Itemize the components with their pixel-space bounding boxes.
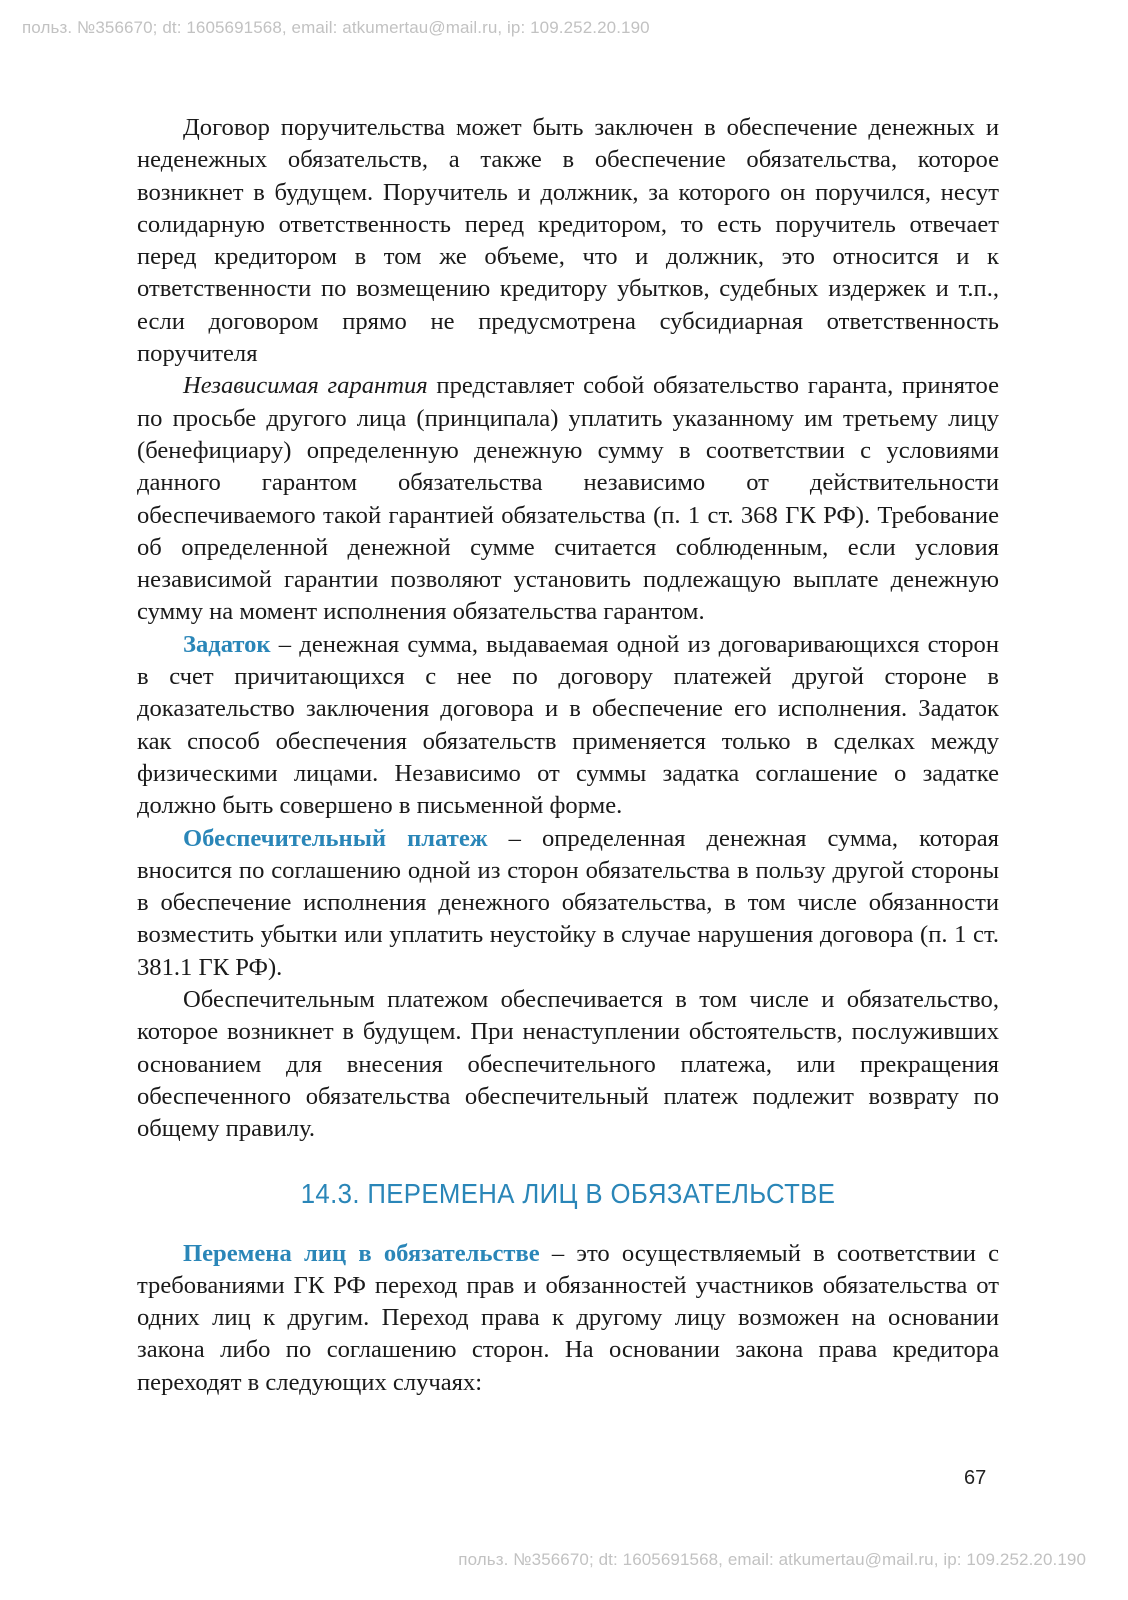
watermark-bottom: польз. №356670; dt: 1605691568, email: atkumertau@mail.ru, ip: 109.252.20.190 [458,1550,1086,1569]
paragraph-surety: Договор поручительства может быть заключен в обеспечение денежных и неденежных обязательств, а также в обеспечение обязательства, которое возникнет в будущем. Поручитель и должник, за которого он поручился, несут солидарную ответственность перед кредитором, то есть поручитель отвечает перед кредитором в том же объеме, что и должник, это относится и к ответственности по возмещению кредитору убытков, судебных издержек и т.п., если договором прямо не предусмотрена субсидиарная ответственность поручителя [137,114,999,368]
term-security-payment: Обеспечительный платеж [183,824,488,852]
page-body [137,112,999,1399]
paragraph-text: – денежная сумма, выдаваемая одной из договаривающихся сторон в счет причитающихся с нее по договору платежей другой стороне в доказательство заключения договора и в обеспечение его исполнения. Задаток как способ обеспечения обязательств применяется только в сделках между физическими лицами. Независимо от суммы задатка соглашение о задатке должно быть совершено в письменной форме. [137,630,999,820]
paragraph-deposit [137,629,999,823]
paragraph-security-payment [137,823,999,984]
paragraph-text: представляет собой обязательство гаранта, принятое по просьбе другого лица (принципала) уплатить указанному им третьему лицу (бенефициару) определенную денежную сумму в соответствии с условиями данного гарантом обязательства независимо от действительности обеспечиваемого такой гарантией обязательства (п. 1 ст. 368 ГК РФ). Требование об определенной денежной сумме считается соблюденным, если условия независимой гарантии позволяют установить подлежащую выплате денежную сумму на момент исполнения обязательства гарантом. [137,372,999,626]
paragraph-change-of-persons [137,1238,999,1399]
paragraph-independent-guarantee [137,370,999,628]
page-number: 67 [964,1467,987,1489]
section-heading: 14.3. ПЕРЕМЕНА ЛИЦ В ОБЯЗАТЕЛЬСТВЕ [300,1177,836,1209]
watermark-top: польз. №356670; dt: 1605691568, email: atkumertau@mail.ru, ip: 109.252.20.190 [22,18,650,37]
paragraph-text: – определенная денежная сумма, которая вносится по соглашению одной из сторон обязательства в пользу другой стороны в обеспечение исполнения денежного обязательства, в том числе обязанности возместить убытки или уплатить неустойку в случае нарушения договора (п. 1 ст. 381.1 ГК РФ). [137,824,999,981]
term-deposit: Задаток [183,630,271,658]
paragraph-text: – это осуществляемый в соответствии с требованиями ГК РФ переход прав и обязанностей участников обязательства от одних лиц к другим. Переход права к другому лицу возможен на основании закона либо по соглашению сторон. На основании закона права кредитора переходят в следующих случаях: [137,1239,999,1396]
term-independent-guarantee: Независимая гарантия [183,372,428,400]
paragraph-security-payment-continued: Обеспечительным платежом обеспечивается в том числе и обязательство, которое возникнет в будущем. При ненаступлении обстоятельств, послуживших основанием для внесения обеспечительного платежа, или прекращения обеспеченного обязательства обеспечительный платеж подлежит возврату по общему правилу. [137,986,999,1143]
term-change-of-persons: Перемена лиц в обязательстве [183,1239,540,1267]
